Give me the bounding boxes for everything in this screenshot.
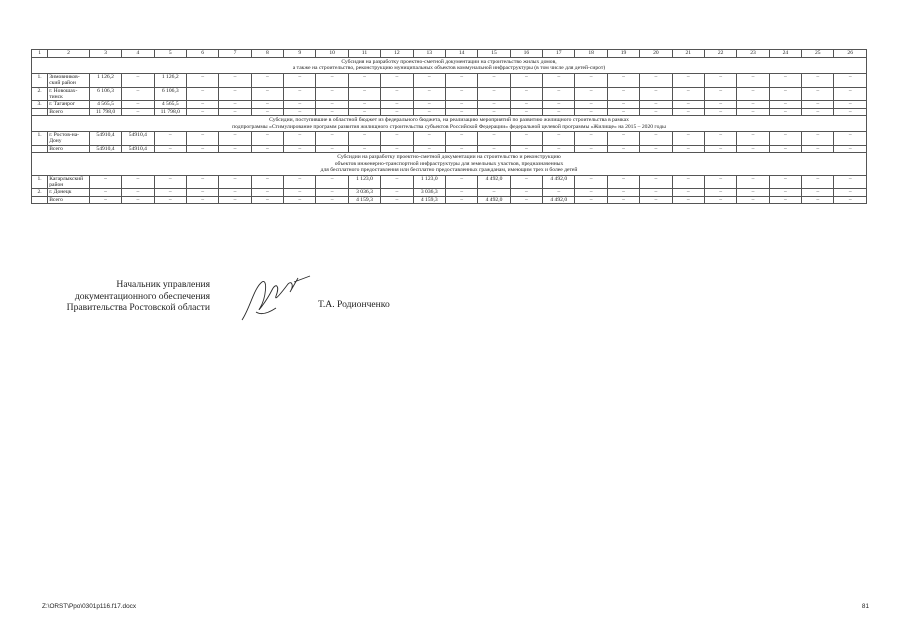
table-cell: –	[316, 73, 348, 87]
table-cell: –	[284, 108, 316, 115]
table-cell: –	[154, 175, 186, 189]
table-cell: –	[89, 189, 121, 196]
municipality-name: Кагарлыкский район	[48, 175, 90, 189]
table-cell: –	[186, 73, 218, 87]
table-cell: –	[284, 196, 316, 203]
table-cell: –	[219, 196, 251, 203]
table-cell: –	[284, 87, 316, 101]
table-cell: –	[251, 101, 283, 108]
table-cell: –	[445, 196, 477, 203]
table-cell: –	[607, 189, 639, 196]
table-cell: –	[445, 87, 477, 101]
table-cell: –	[607, 87, 639, 101]
table-cell: –	[316, 108, 348, 115]
table-cell: 3 036,3	[413, 189, 445, 196]
signatory-name: Т.А. Родионченко	[318, 299, 390, 310]
table-cell: –	[186, 196, 218, 203]
section-title-line: для бесплатного предоставления или бесплатно предоставленных гражданам, имеющим трех и более детей	[320, 167, 578, 174]
table-cell: –	[543, 189, 575, 196]
table-cell: –	[834, 108, 867, 115]
municipality-name: г. Новошах-тинск	[48, 87, 90, 101]
column-number: 9	[284, 50, 316, 58]
table-row	[32, 196, 867, 203]
table-cell: –	[219, 189, 251, 196]
table-cell: –	[802, 196, 834, 203]
table-cell: –	[348, 73, 380, 87]
table-cell: –	[348, 101, 380, 108]
table-cell: –	[251, 189, 283, 196]
header-row	[32, 50, 867, 58]
table-cell: –	[704, 175, 736, 189]
table-cell: –	[802, 189, 834, 196]
table-cell: –	[251, 132, 283, 146]
table-cell: –	[445, 101, 477, 108]
table-cell: –	[510, 196, 542, 203]
table-cell: –	[413, 145, 445, 152]
table-cell: –	[704, 145, 736, 152]
column-number: 5	[154, 50, 186, 58]
table-cell: –	[802, 108, 834, 115]
table-cell: –	[154, 189, 186, 196]
table-cell: –	[381, 87, 413, 101]
table-cell: –	[510, 87, 542, 101]
table-cell: –	[284, 175, 316, 189]
table-cell: 1 123,0	[413, 175, 445, 189]
table-cell: –	[640, 108, 672, 115]
table-row	[32, 175, 867, 189]
table-cell: –	[769, 175, 801, 189]
table-cell: –	[413, 87, 445, 101]
table-cell: –	[89, 196, 121, 203]
table-cell: 4 492,0	[478, 196, 510, 203]
table-cell: –	[510, 189, 542, 196]
table-cell: 11 798,0	[154, 108, 186, 115]
table-cell: –	[348, 108, 380, 115]
row-number: 1.	[32, 73, 48, 87]
table-cell: –	[122, 175, 154, 189]
table-cell: 4 492,0	[478, 175, 510, 189]
table-cell: –	[219, 175, 251, 189]
column-number: 10	[316, 50, 348, 58]
table-cell: –	[607, 108, 639, 115]
table-cell: 54910,4	[122, 132, 154, 146]
table-cell: –	[510, 73, 542, 87]
municipality-name: Всего	[48, 145, 90, 152]
table-cell: –	[445, 132, 477, 146]
table-cell: –	[672, 101, 704, 108]
table-cell: –	[316, 87, 348, 101]
table-cell: –	[445, 189, 477, 196]
table-cell: –	[704, 101, 736, 108]
municipality-name: Зимовников-ский район	[48, 73, 90, 87]
table-cell: –	[251, 87, 283, 101]
table-cell: –	[478, 87, 510, 101]
column-number: 24	[769, 50, 801, 58]
table-cell: –	[543, 101, 575, 108]
table-cell: –	[672, 108, 704, 115]
section-title-row	[32, 116, 867, 132]
table-cell: –	[640, 132, 672, 146]
column-number: 26	[834, 50, 867, 58]
table-cell: –	[445, 108, 477, 115]
section-title-line: а также на строительство, реконструкцию муниципальных объектов коммунальной инфраструктуры (в том числе для детей-сирот)	[292, 65, 606, 72]
table-cell: –	[607, 132, 639, 146]
table-cell: –	[510, 108, 542, 115]
table-cell: –	[316, 175, 348, 189]
table-cell: –	[316, 196, 348, 203]
table-cell: –	[769, 132, 801, 146]
table-cell: –	[640, 145, 672, 152]
table-cell: –	[672, 132, 704, 146]
table-cell: –	[607, 175, 639, 189]
section-title-line: Субсидии на разработку проектно-сметной документации на строительство и реконструкцию	[337, 154, 561, 161]
table-cell: –	[186, 132, 218, 146]
table-cell: –	[381, 101, 413, 108]
table-cell: –	[640, 175, 672, 189]
table-cell: –	[284, 73, 316, 87]
table-cell: –	[316, 145, 348, 152]
table-cell: –	[284, 145, 316, 152]
file-path: Z:\ORST\Ppo\0301p116.f17.docx	[42, 603, 137, 610]
column-number: 7	[219, 50, 251, 58]
table-cell: –	[575, 73, 607, 87]
row-number	[32, 145, 48, 152]
table-cell: –	[769, 189, 801, 196]
table-cell: –	[543, 145, 575, 152]
table-cell: –	[445, 73, 477, 87]
row-number: 1.	[32, 175, 48, 189]
table-cell: –	[737, 196, 769, 203]
table-cell: –	[186, 175, 218, 189]
column-number: 20	[640, 50, 672, 58]
table-cell: –	[672, 87, 704, 101]
column-number: 3	[89, 50, 121, 58]
section-title-line: объектов инженерно-транспортной инфраструктуры для земельных участков, предназначенных	[334, 160, 564, 167]
table-cell: –	[219, 132, 251, 146]
table-cell: –	[251, 196, 283, 203]
table-cell: –	[251, 108, 283, 115]
table-cell: –	[284, 189, 316, 196]
table-cell: –	[575, 145, 607, 152]
table-cell: –	[381, 145, 413, 152]
table-cell: –	[348, 132, 380, 146]
table-row	[32, 73, 867, 87]
table-cell: –	[89, 175, 121, 189]
section-title	[32, 153, 867, 175]
table-cell: –	[122, 108, 154, 115]
table-cell: –	[575, 101, 607, 108]
table-cell: –	[251, 175, 283, 189]
table-cell: –	[802, 132, 834, 146]
table-cell: –	[737, 145, 769, 152]
table-cell: –	[704, 108, 736, 115]
signatory-title	[40, 279, 210, 314]
table-cell: –	[186, 108, 218, 115]
table-cell: –	[640, 189, 672, 196]
table-cell: –	[348, 87, 380, 101]
table-cell: –	[802, 87, 834, 101]
table-cell: 4 565,5	[89, 101, 121, 108]
table-cell: –	[122, 73, 154, 87]
signatory-title-line: Начальник управления	[116, 279, 210, 290]
table-cell: –	[607, 196, 639, 203]
table-cell: –	[640, 101, 672, 108]
table-cell: –	[737, 108, 769, 115]
table-cell: –	[575, 196, 607, 203]
column-number: 12	[381, 50, 413, 58]
table-cell: –	[154, 132, 186, 146]
table-cell: 54910,4	[122, 145, 154, 152]
table-cell: –	[122, 101, 154, 108]
table-cell: –	[122, 87, 154, 101]
column-number: 16	[510, 50, 542, 58]
table-cell: –	[737, 189, 769, 196]
table-cell: –	[154, 145, 186, 152]
table-cell: –	[186, 101, 218, 108]
table-cell: 4 492,0	[543, 196, 575, 203]
table-cell: –	[381, 108, 413, 115]
table-cell: 4 492,0	[543, 175, 575, 189]
table-cell: –	[737, 132, 769, 146]
table-cell: 11 798,0	[89, 108, 121, 115]
table-cell: –	[672, 189, 704, 196]
table-row	[32, 101, 867, 108]
table-cell: –	[769, 87, 801, 101]
table-cell: –	[478, 132, 510, 146]
table-row	[32, 189, 867, 196]
table-cell: –	[284, 132, 316, 146]
table-cell: –	[445, 145, 477, 152]
table-cell: –	[251, 73, 283, 87]
row-number: 2.	[32, 87, 48, 101]
column-number: 6	[186, 50, 218, 58]
table-cell: –	[348, 145, 380, 152]
table-cell: –	[802, 145, 834, 152]
table-cell: –	[704, 87, 736, 101]
table-cell: –	[834, 175, 867, 189]
table-cell: –	[413, 73, 445, 87]
column-number: 4	[122, 50, 154, 58]
table-cell: –	[122, 189, 154, 196]
table-cell: 3 036,3	[348, 189, 380, 196]
table-cell: –	[445, 175, 477, 189]
table-cell: 4 159,3	[348, 196, 380, 203]
table-cell: 54910,4	[89, 132, 121, 146]
table-cell: –	[478, 101, 510, 108]
table-cell: –	[316, 189, 348, 196]
table-cell: –	[575, 87, 607, 101]
table-cell: –	[575, 189, 607, 196]
table-cell: 1 126,2	[89, 73, 121, 87]
table-cell: –	[575, 108, 607, 115]
table-cell: –	[219, 101, 251, 108]
table-cell: –	[575, 175, 607, 189]
signatory-title-line: документационного обеспечения	[74, 290, 210, 302]
table-row	[32, 108, 867, 115]
table-cell: –	[575, 132, 607, 146]
table-cell: –	[802, 175, 834, 189]
table-cell: –	[769, 108, 801, 115]
column-number: 8	[251, 50, 283, 58]
row-number: 1.	[32, 132, 48, 146]
table-cell: –	[834, 189, 867, 196]
municipality-name: г. Таганрог	[48, 101, 90, 108]
table-cell: –	[704, 73, 736, 87]
section-title	[32, 116, 867, 132]
table-cell: –	[543, 108, 575, 115]
table-cell: –	[284, 101, 316, 108]
column-number: 15	[478, 50, 510, 58]
table-row	[32, 87, 867, 101]
municipality-name: Всего	[48, 196, 90, 203]
section-title-row	[32, 153, 867, 175]
table-cell: –	[769, 73, 801, 87]
table-cell: –	[672, 145, 704, 152]
table-cell: –	[737, 87, 769, 101]
table-cell: –	[737, 175, 769, 189]
table-cell: –	[769, 145, 801, 152]
table-cell: –	[186, 87, 218, 101]
table-cell: –	[737, 73, 769, 87]
table-cell: –	[704, 132, 736, 146]
table-cell: –	[510, 175, 542, 189]
table-cell: –	[543, 132, 575, 146]
column-number: 1	[32, 50, 48, 58]
table-cell: –	[672, 196, 704, 203]
table-cell: –	[802, 101, 834, 108]
table-cell: –	[834, 87, 867, 101]
table-cell: –	[769, 196, 801, 203]
table-cell: –	[186, 189, 218, 196]
table-cell: –	[672, 73, 704, 87]
section-title-row	[32, 58, 867, 74]
column-number: 19	[607, 50, 639, 58]
table-cell: –	[122, 196, 154, 203]
table-cell: –	[607, 101, 639, 108]
table-cell: –	[381, 73, 413, 87]
table-cell: –	[478, 108, 510, 115]
table-cell: –	[704, 196, 736, 203]
column-number: 13	[413, 50, 445, 58]
table-cell: –	[737, 101, 769, 108]
table-cell: –	[219, 87, 251, 101]
column-number: 11	[348, 50, 380, 58]
column-number: 14	[445, 50, 477, 58]
column-number: 23	[737, 50, 769, 58]
table-cell: 4 159,3	[413, 196, 445, 203]
table-cell: –	[381, 196, 413, 203]
table-cell: –	[413, 101, 445, 108]
table-cell: –	[381, 175, 413, 189]
table-cell: 1 126,2	[154, 73, 186, 87]
table-cell: –	[478, 189, 510, 196]
table-cell: –	[834, 196, 867, 203]
table-cell: –	[769, 101, 801, 108]
section-title-line: Субсидия на разработку проектно-сметной документации на строительство жилых домов,	[341, 59, 557, 65]
column-number: 21	[672, 50, 704, 58]
page-number: 81	[861, 603, 869, 610]
table-cell: 6 106,3	[89, 87, 121, 101]
table-cell: –	[154, 196, 186, 203]
table-cell: –	[607, 73, 639, 87]
table-cell: –	[316, 132, 348, 146]
section-title-line: Субсидии, поступившие в областной бюджет из федерального бюджета, на реализацию мероприятий по развитию жилищного строительства в рамках	[269, 117, 629, 124]
table-cell: –	[510, 132, 542, 146]
column-number: 2	[48, 50, 90, 58]
row-number: 3.	[32, 101, 48, 108]
table-cell: 54910,4	[89, 145, 121, 152]
table-cell: –	[834, 101, 867, 108]
table-cell: –	[672, 175, 704, 189]
table-cell: –	[219, 73, 251, 87]
column-number: 22	[704, 50, 736, 58]
table-cell: –	[640, 73, 672, 87]
table-cell: –	[510, 101, 542, 108]
table-cell: –	[510, 145, 542, 152]
budget-table	[31, 49, 867, 204]
table-cell: –	[478, 145, 510, 152]
municipality-name: г. Донецк	[48, 189, 90, 196]
table-cell: –	[478, 73, 510, 87]
row-number	[32, 108, 48, 115]
table-cell: –	[219, 108, 251, 115]
table-cell: –	[640, 196, 672, 203]
signatory-title-line: Правительства Ростовской области	[66, 302, 210, 314]
table-cell: –	[219, 145, 251, 152]
table-cell: –	[381, 132, 413, 146]
table-cell: –	[704, 189, 736, 196]
table-cell: –	[802, 73, 834, 87]
table-cell: –	[413, 132, 445, 146]
municipality-name: г. Ростов-на-Дону	[48, 132, 90, 146]
table-cell: –	[543, 73, 575, 87]
table-row	[32, 132, 867, 146]
table-cell: 1 123,0	[348, 175, 380, 189]
column-number: 18	[575, 50, 607, 58]
table-row	[32, 145, 867, 152]
column-number: 17	[543, 50, 575, 58]
table-cell: 6 106,3	[154, 87, 186, 101]
row-number: 2.	[32, 189, 48, 196]
table-cell: –	[316, 101, 348, 108]
table-cell: –	[381, 189, 413, 196]
table-cell: –	[186, 145, 218, 152]
table-cell: –	[640, 87, 672, 101]
municipality-name: Всего	[48, 108, 90, 115]
table-cell: –	[543, 87, 575, 101]
table-cell: –	[251, 145, 283, 152]
table-cell: 4 565,5	[154, 101, 186, 108]
table-cell: –	[413, 108, 445, 115]
section-title-line: подпрограммы «Стимулирование программ развития жилищного строительства субъектов Российской Федерации» федеральной целевой программы «Жилище» на 2015 – 2020 годы	[232, 123, 666, 130]
column-number: 25	[802, 50, 834, 58]
table-cell: –	[834, 73, 867, 87]
row-number	[32, 196, 48, 203]
table-cell: –	[834, 145, 867, 152]
table-cell: –	[834, 132, 867, 146]
handwritten-signature	[236, 268, 316, 328]
section-title	[32, 58, 867, 74]
table-cell: –	[607, 145, 639, 152]
